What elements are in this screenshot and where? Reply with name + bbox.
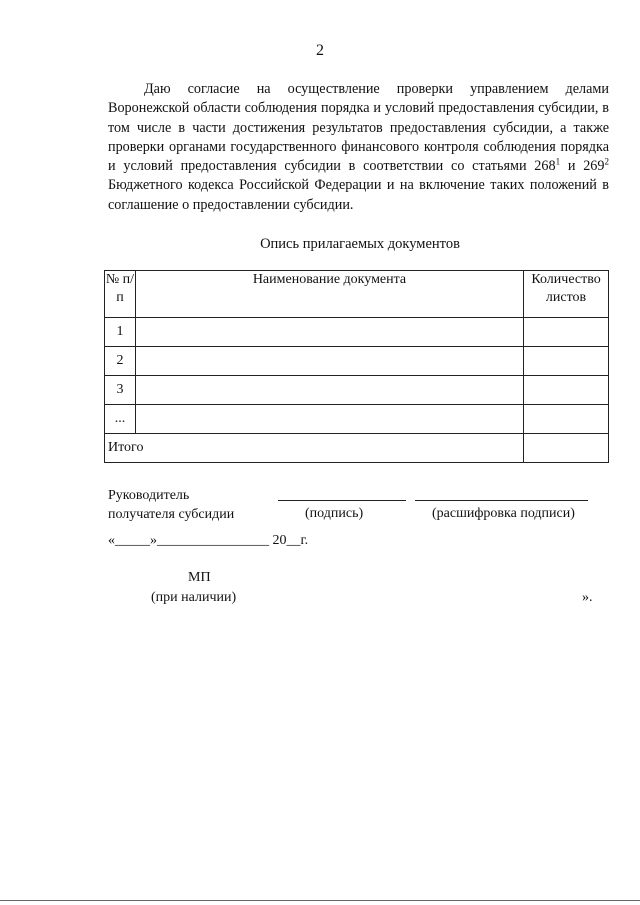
consent-superscript-1: 1: [555, 156, 561, 167]
row-sheet-count: [524, 405, 609, 434]
documents-table: [104, 270, 609, 463]
stamp-note: (при наличии): [151, 590, 237, 605]
stamp-label: МП: [188, 570, 211, 585]
signatory-role-line2: получателя субсидии: [108, 507, 235, 522]
row-document-name: [135, 318, 523, 347]
row-document-name: [135, 376, 523, 405]
total-label: Итого: [105, 434, 524, 463]
closing-quote: ».: [582, 590, 593, 605]
table-row: [105, 347, 609, 376]
row-number: 1: [105, 318, 136, 347]
table-total-row: [105, 434, 609, 463]
signature-decode-line: [415, 500, 588, 501]
row-sheet-count: [524, 347, 609, 376]
table-title: Опись прилагаемых документов: [260, 236, 460, 252]
footer-rule: [0, 900, 640, 901]
row-number: 2: [105, 347, 136, 376]
consent-superscript-2: 2: [604, 156, 609, 167]
signature-decode-caption: (расшифровка подписи): [432, 506, 575, 521]
signature-caption: (подпись): [305, 506, 364, 521]
table-row: [105, 318, 609, 347]
row-document-name: [135, 347, 523, 376]
total-value: [524, 434, 609, 463]
consent-paragraph: [108, 80, 609, 215]
table-header-row: [105, 271, 609, 318]
row-sheet-count: [524, 318, 609, 347]
table-row: [105, 376, 609, 405]
signatory-role: [108, 486, 234, 524]
date-line: «_____»________________ 20__г.: [108, 533, 309, 548]
header-sheet-count: Количество листов: [524, 271, 609, 318]
page-number: 2: [316, 42, 324, 59]
table-row: [105, 405, 609, 434]
header-document-name: Наименование документа: [135, 271, 523, 318]
row-number: ...: [105, 405, 136, 434]
consent-text-part2: и 269: [560, 158, 605, 175]
header-number: № п/п: [105, 271, 136, 318]
row-number: 3: [105, 376, 136, 405]
row-sheet-count: [524, 376, 609, 405]
signatory-role-line1: Руководитель: [108, 488, 190, 503]
consent-text-part1: Даю согласие на осуществление проверки управлением делами Воронежской области соблюдения порядка и условий предоставления субсидии, в том числе в части достижения результатов предоставления субсидии, а также проверки органами государственного финансового контроля соблюдения порядка и условий предоставления субсидии в соответствии со статьями 268: [108, 81, 609, 175]
consent-text-part3: Бюджетного кодекса Российской Федерации и на включение таких положений в соглашение о предоставлении субсидии.: [108, 177, 609, 213]
signature-line: [278, 500, 406, 501]
row-document-name: [135, 405, 523, 434]
